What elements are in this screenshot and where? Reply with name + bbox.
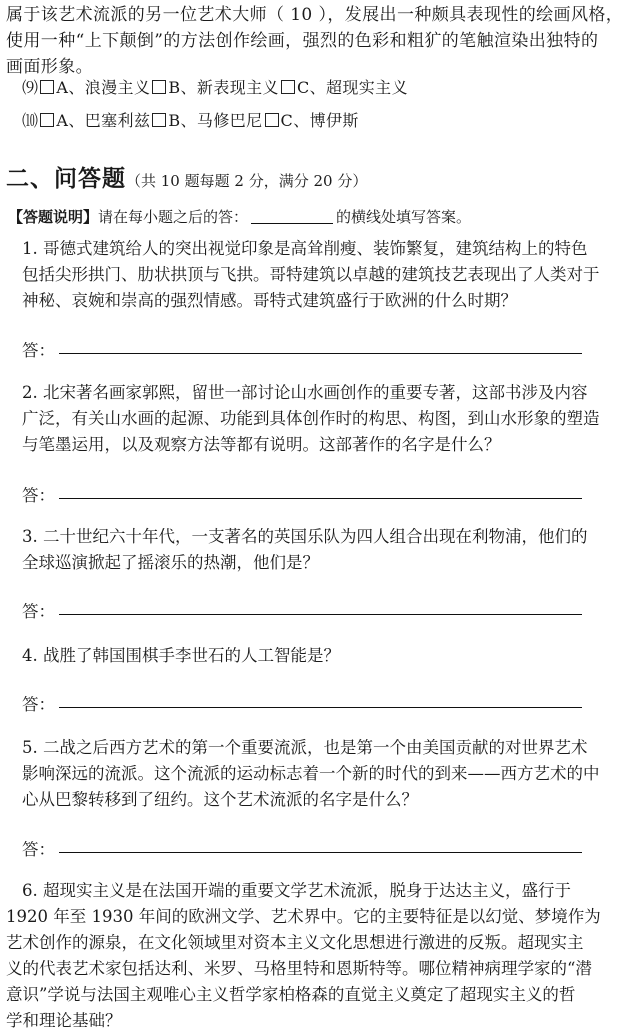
text-line: 使用一种“上下颠倒”的方法创作绘画，强烈的色彩和粗犷的笔触渲染出独特的 (6, 31, 599, 51)
checkbox[interactable] (265, 113, 279, 127)
option-c: C、博伊斯 (280, 111, 359, 130)
question-line: 3. 二十世纪六十年代，一支著名的英国乐队为四人组合出现在利物浦，他们的 (22, 527, 588, 546)
instruction (8, 206, 471, 227)
option-a: A、巴塞利兹 (56, 111, 151, 130)
question-line: 4. 战胜了韩国围棋手李世石的人工智能是？ (22, 646, 340, 665)
question-line: 1920 年至 1930 年间的欧洲文学、艺术界中。它的主要特征是以幻觉、梦境作为 (6, 907, 601, 926)
answer-line[interactable] (59, 852, 582, 853)
answer-label: 答： (22, 486, 55, 505)
choice-number: ⑼ (22, 78, 39, 97)
question-line: 义的代表艺术家包括达利、米罗、马格里特和恩斯特等。哪位精神病理学家的“潜 (6, 959, 592, 978)
question-5 (22, 735, 634, 813)
question-line: 与笔墨运用，以及观察方法等都有说明。这部著作的名字是什么？ (22, 435, 501, 454)
answer-field-5[interactable] (22, 836, 55, 860)
question-line: 包括尖形拱门、肋状拱顶与飞拱。哥特建筑以卓越的建筑技艺表现出了人类对于 (22, 265, 600, 284)
question-line: 意识”学说与法国主观唯心主义哲学家柏格森的直觉主义奠定了超现实主义的哲 (6, 985, 576, 1004)
question-6 (6, 878, 634, 1034)
question-2 (22, 380, 634, 458)
choice-number: ⑽ (22, 111, 39, 130)
option-b: B、马修巴尼 (168, 111, 263, 130)
option-a: A、浪漫主义 (56, 78, 151, 97)
answer-label: 答： (22, 695, 55, 714)
answer-line[interactable] (59, 707, 582, 708)
checkbox[interactable] (152, 113, 166, 127)
text-line: 属于该艺术流派的另一位艺术大师（ 10 ），发展出一种颇具表现性的绘画风格， (6, 5, 624, 25)
question-3 (22, 524, 634, 576)
answer-field-1[interactable] (22, 337, 55, 361)
answer-line[interactable] (59, 353, 582, 354)
section-heading (6, 160, 367, 193)
question-line: 艺术创作的源泉，在文化领域里对资本主义文化思想进行激进的反叛。超现实主 (6, 933, 584, 952)
text-line: 画面形象。 (6, 57, 93, 77)
checkbox[interactable] (40, 113, 54, 127)
answer-label: 答： (22, 341, 55, 360)
answer-label: 答： (22, 602, 55, 621)
blank-line (251, 209, 333, 224)
answer-label: 答： (22, 840, 55, 859)
choice-row-10 (22, 111, 359, 131)
question-line: 广泛，有关山水画的起源、功能到具体创作时的构思、构图，到山水形象的塑造 (22, 409, 600, 428)
answer-line[interactable] (59, 614, 582, 615)
checkbox[interactable] (40, 80, 54, 94)
checkbox[interactable] (152, 80, 166, 94)
section-subtitle: （共 10 题每题 2 分，满分 20 分） (126, 172, 368, 190)
answer-field-4[interactable] (22, 691, 55, 715)
question-line: 学和理论基础？ (6, 1011, 122, 1030)
answer-field-3[interactable] (22, 598, 55, 622)
question-line: 2. 北宋著名画家郭熙，留世一部讨论山水画创作的重要专著，这部书涉及内容 (22, 383, 588, 402)
answer-line[interactable] (59, 498, 582, 499)
question-line: 全球巡演掀起了摇滚乐的热潮，他们是？ (22, 553, 319, 572)
option-c: C、超现实主义 (296, 78, 408, 97)
question-line: 6. 超现实主义是在法国开端的重要文学艺术流派，脱身于达达主义，盛行于 (22, 881, 571, 900)
question-4 (22, 643, 634, 669)
checkbox[interactable] (281, 80, 295, 94)
instruction-text-end: 的横线处填写答案。 (336, 208, 472, 226)
question-line: 5. 二战之后西方艺术的第一个重要流派，也是第一个由美国贡献的对世界艺术 (22, 738, 588, 757)
instruction-text: 请在每小题之后的答： (98, 208, 249, 226)
option-b: B、新表现主义 (168, 78, 279, 97)
question-1 (22, 236, 634, 314)
question-line: 1. 哥德式建筑给人的突出视觉印象是高耸削瘦、装饰繁复，建筑结构上的特色 (22, 239, 588, 258)
section-title: 二、问答题 (6, 165, 126, 192)
question-line: 心从巴黎转移到了纽约。这个艺术流派的名字是什么？ (22, 790, 418, 809)
question-line: 影响深远的流派。这个流派的运动标志着一个新的时代的到来——西方艺术的中 (22, 764, 600, 783)
answer-field-2[interactable] (22, 482, 55, 506)
instruction-lead: 【答题说明】 (8, 208, 99, 226)
choice-row-9 (22, 78, 408, 98)
question-line: 神秘、哀婉和崇高的强烈情感。哥特式建筑盛行于欧洲的什么时期？ (22, 291, 517, 310)
